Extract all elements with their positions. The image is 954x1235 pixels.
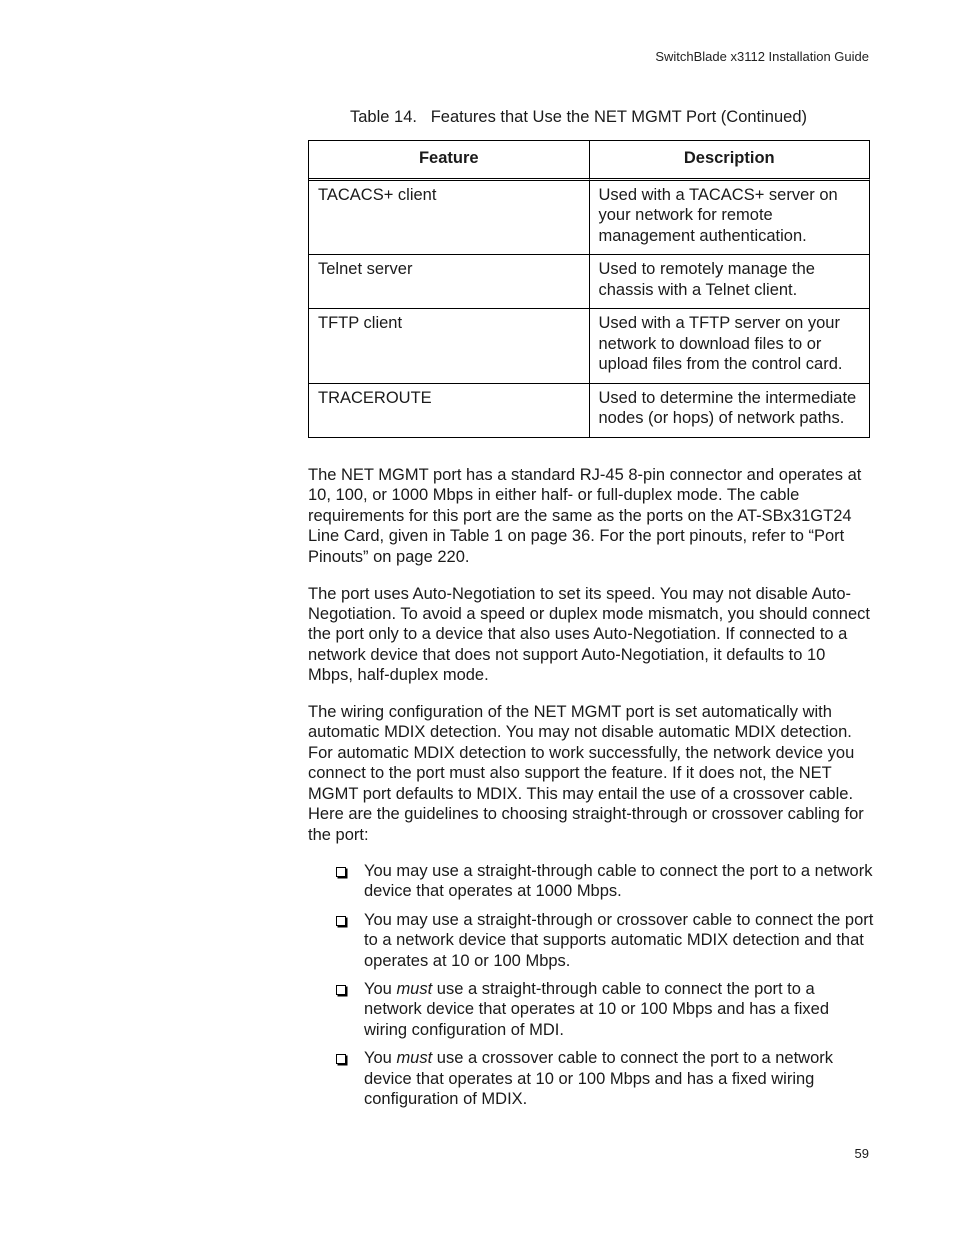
body-text [308, 465, 874, 1117]
list-item [308, 1048, 874, 1109]
paragraph-connector: The NET MGMT port has a standard RJ-45 8-pin connector and operates at 10, 100, or 1000 Mbps in either half- or full-duplex mode. The cable requirements for this port are the same as the ports on the AT-SBx31GT24 Line Card, given in Table 1 on page 36. For the port pinouts, refer to “Port Pinouts” on page 220. [308, 466, 862, 566]
list-item [308, 979, 874, 1040]
list-item [308, 861, 874, 902]
page-number: 59 [854, 1146, 869, 1161]
table-header-row [309, 141, 870, 181]
description-cell: Used with a TFTP server on your network to download files to or upload files from the control card. [590, 309, 871, 384]
list-item-text: You may use a straight-through cable to connect the port to a network device that operates at 1000 Mbps. [364, 861, 873, 901]
paragraph-mdix: The wiring configuration of the NET MGMT port is set automatically with automatic MDIX detection. You may not disable automatic MDIX detection. For automatic MDIX detection to work successfully, the network device you connect to the port must also support the feature. If it does not, the NET MGMT port defaults to MDIX. This may entail the use of a crossover cable. Here are the guidelines to choosing straight-through or crossover cabling for the port: [308, 703, 864, 844]
checkbox-bullet-icon [336, 916, 346, 926]
description-cell: Used to remotely manage the chassis with a Telnet client. [590, 255, 871, 309]
emphasis-must: must [396, 979, 433, 998]
table-caption: Table 14. Features that Use the NET MGMT Port (Continued) [350, 108, 808, 126]
checkbox-bullet-icon [336, 985, 346, 995]
description-cell: Used to determine the intermediate nodes (or hops) of network paths. [590, 384, 871, 438]
feature-cell: TRACEROUTE [309, 384, 590, 438]
column-header-description: Description [590, 141, 871, 181]
list-item-text-lead: You [364, 1049, 397, 1068]
table-row [309, 181, 870, 256]
running-header: SwitchBlade x3112 Installation Guide [655, 49, 869, 64]
column-header-feature: Feature [309, 141, 590, 181]
table-row [309, 384, 870, 438]
cabling-guidelines-list [308, 861, 874, 1109]
feature-cell: Telnet server [309, 255, 590, 309]
list-item [308, 910, 874, 971]
features-table [308, 140, 870, 438]
emphasis-must: must [396, 1049, 433, 1068]
feature-cell: TACACS+ client [309, 181, 590, 256]
paragraph-auto-negotiation: The port uses Auto-Negotiation to set its speed. You may not disable Auto-Negotiation. To avoid a speed or duplex mode mismatch, you should connect the port only to a device that also uses Auto-Negotiation. If connected to a network device that does not support Auto-Negotiation, it defaults to 10 Mbps, half-duplex mode. [308, 584, 870, 685]
feature-cell: TFTP client [309, 309, 590, 384]
checkbox-bullet-icon [336, 867, 346, 877]
table-row [309, 255, 870, 309]
table-row [309, 309, 870, 384]
list-item-text: You may use a straight-through or crossover cable to connect the port to a network device that supports automatic MDIX detection and that operates at 10 or 100 Mbps. [364, 910, 874, 970]
list-item-text-rest: use a crossover cable to connect the port to a network device that operates at 10 or 100 Mbps and has a fixed wiring configuration of MDIX. [364, 1049, 834, 1108]
checkbox-bullet-icon [336, 1054, 346, 1064]
list-item-text-rest: use a straight-through cable to connect the port to a network device that operates at 10 or 100 Mbps and has a fixed wiring configuration of MDI. [364, 979, 830, 1039]
list-item-text-lead: You [364, 979, 397, 998]
description-cell: Used with a TACACS+ server on your network for remote management authentication. [590, 181, 871, 256]
